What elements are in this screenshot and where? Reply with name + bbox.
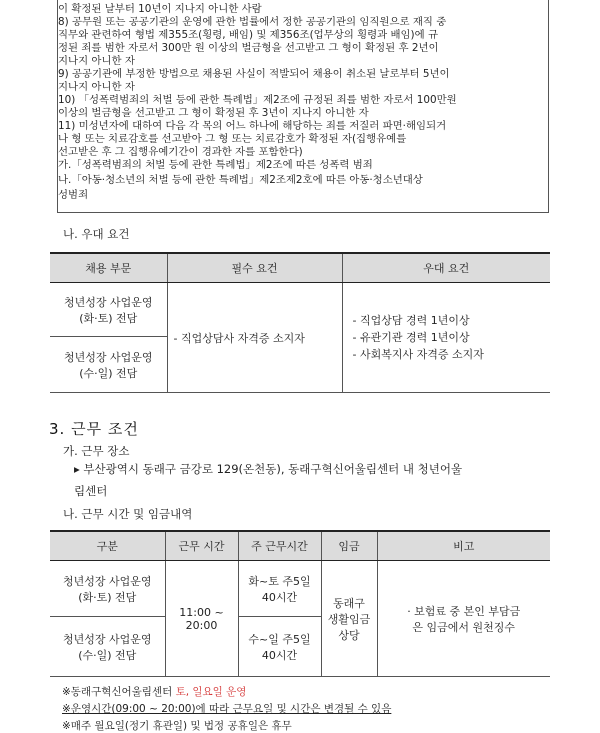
- preferred-item: - 직업상담 경력 1년이상: [352, 314, 470, 327]
- box-line: 11) 미성년자에 대하여 다음 각 목의 어느 하나에 해당하는 죄를 저질러 파면·해임되거: [58, 120, 447, 132]
- cell-line: 20:00: [185, 618, 218, 632]
- cell-line: · 보험료 중 본인 부담금: [407, 604, 521, 618]
- box-line: 직무와 관련하여 형법 제355조(횡령, 배임) 및 제356조(업무상의 횡령과 배임)에 규: [58, 29, 438, 41]
- work-division-cell: [50, 617, 165, 677]
- cell-line: 청년성장 사업운영: [63, 350, 153, 364]
- work-header-wage: 임금: [321, 531, 377, 561]
- required-text: - 직업상담사 자격증 소지자: [173, 331, 305, 345]
- box-line: 8) 공무원 또는 공공기관의 운영에 관한 법률에서 정한 공공기관의 임직원으로 재직 중: [58, 16, 447, 28]
- note-text: ※동래구혁신어울림센터: [62, 686, 176, 698]
- cell-line: 상당: [338, 628, 360, 642]
- work-remark-cell: [377, 561, 550, 677]
- box-line: 성범죄: [58, 189, 89, 201]
- box-line: 나 형 또는 치료감호를 선고받아 그 형 또는 치료감호가 확정된 자(집행유예를: [58, 133, 407, 145]
- work-table: [50, 530, 550, 677]
- work-weekly-cell: [238, 561, 321, 617]
- note-operating-hours: ※운영시간(09:00 ~ 20:00)에 따라 근무요일 및 시간은 변경될 수 있음: [62, 703, 392, 715]
- work-place-line: 림센터: [74, 484, 108, 498]
- box-line: 정된 죄를 범한 자로서 300만 원 이상의 벌금형을 선고받고 그 형이 확정된 후 2년이: [58, 42, 439, 54]
- work-wage-cell: [321, 561, 377, 677]
- pref-division-cell: [50, 337, 167, 393]
- work-header-remark: 비고: [377, 531, 550, 561]
- work-conditions-title: 3. 근무 조건: [49, 420, 139, 438]
- work-place-title: 가. 근무 장소: [63, 444, 130, 458]
- cell-line: 40시간: [261, 648, 298, 662]
- work-place-line: ▸ 부산광역시 동래구 금강로 129(온천동), 동래구혁신어울림센터 내 청년어울: [74, 462, 463, 476]
- pref-preferred-cell: [342, 283, 550, 393]
- cell-line: 생활임금: [327, 612, 371, 626]
- box-line: 지나지 아니한 자: [58, 55, 135, 67]
- pref-header-division: 채용 부문: [50, 253, 167, 283]
- cell-line: (수·일) 전담: [78, 648, 137, 662]
- work-division-cell: [50, 561, 165, 617]
- preferred-item: - 유관기관 경력 1년이상: [352, 331, 470, 344]
- note-highlight: 토, 일요일 운영: [175, 686, 247, 698]
- cell-line: 청년성장 사업운영: [62, 574, 152, 588]
- box-line: 선고받은 후 그 집행유예기간이 경과한 자를 포함한다): [58, 146, 303, 158]
- work-hours-cell: [165, 561, 238, 677]
- eligibility-box: [57, 0, 549, 213]
- box-line: 이 확정된 날부터 10년이 지나지 아니한 사람: [58, 3, 262, 15]
- cell-line: 청년성장 사업운영: [63, 295, 153, 309]
- note-operating-days: [62, 684, 246, 699]
- work-weekly-cell: [238, 617, 321, 677]
- cell-line: (화·토) 전담: [79, 311, 138, 325]
- box-line: 이상의 벌금형을 선고받고 그 형이 확정된 후 3년이 지나지 아니한 자: [58, 107, 369, 119]
- box-line: 가.「성폭력범죄의 처벌 등에 관한 특례법」제2조에 따른 성폭력 범죄: [58, 159, 373, 171]
- pref-required-cell: [167, 283, 342, 393]
- note-holidays: ※매주 월요일(정기 휴관일) 및 법정 공휴일은 휴무: [62, 720, 292, 732]
- pref-table: [50, 252, 550, 393]
- cell-line: 40시간: [261, 590, 298, 604]
- box-line: 지나지 아니한 자: [58, 81, 135, 93]
- cell-line: 동래구: [333, 596, 365, 610]
- pref-division-cell: [50, 283, 167, 337]
- box-line: 10) 「성폭력범죄의 처벌 등에 관한 특례법」제2조에 규정된 죄를 범한 자로서 100만원: [58, 94, 457, 106]
- pref-header-required: 필수 요건: [167, 253, 342, 283]
- cell-line: 은 임금에서 원천징수: [412, 620, 516, 634]
- work-time-title: 나. 근무 시간 및 임금내역: [63, 507, 193, 521]
- cell-line: 청년성장 사업운영: [62, 632, 152, 646]
- work-header-weekly: 주 근무시간: [238, 531, 321, 561]
- cell-line: (수·일) 전담: [79, 366, 138, 380]
- work-header-hours: 근무 시간: [165, 531, 238, 561]
- pref-header-preferred: 우대 요건: [342, 253, 550, 283]
- cell-line: 화~토 주5일: [248, 574, 311, 588]
- cell-line: (화·토) 전담: [78, 590, 137, 604]
- work-header-division: 구분: [50, 531, 165, 561]
- cell-line: 11:00 ~: [179, 605, 224, 619]
- preferred-item: - 사회복지사 자격증 소지자: [352, 348, 484, 361]
- cell-line: 수~일 주5일: [248, 632, 311, 646]
- box-line: 나.「아동·청소년의 처벌 등에 관한 특례법」제2조제2호에 따른 아동·청소년대상: [58, 174, 423, 186]
- box-line: 9) 공공기관에 부정한 방법으로 채용된 사실이 적발되어 채용이 취소된 날로부터 5년이: [58, 68, 450, 80]
- pref-section-title: 나. 우대 요건: [63, 227, 130, 241]
